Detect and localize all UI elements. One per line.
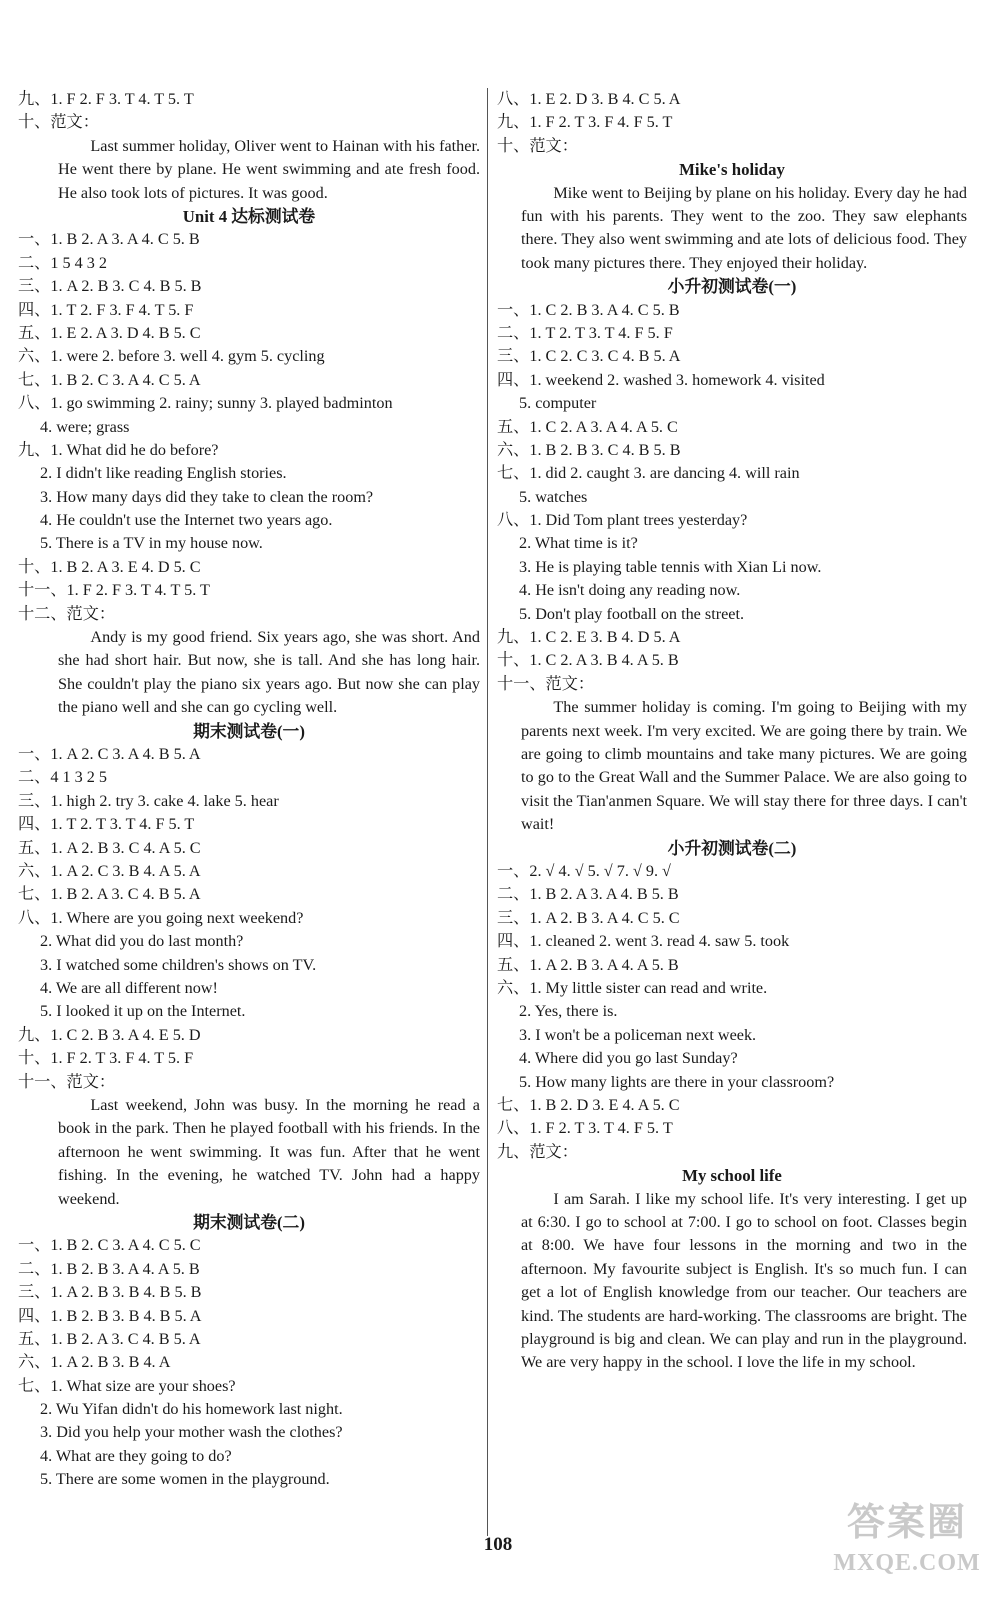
answer-line: 六、1. A 2. B 3. B 4. A bbox=[18, 1353, 171, 1372]
section-title: 小升初测试卷(二) bbox=[667, 838, 797, 858]
answer-line: 九、1. C 2. B 3. A 4. E 5. D bbox=[18, 1025, 201, 1044]
answer-line: 七、1. B 2. D 3. E 4. A 5. C bbox=[497, 1095, 680, 1114]
sample-essay: I am Sarah. I like my school life. It's very interesting. I get up at 6:30. I go to school at 7:00. I go to school on foot. Classes begin at 8:00. We have four lessons in the morning and two in the afternoon. My favourite subject is English. It's so much fun. I can get a lot of English knowledge from our teacher. Our teachers are kind. The students are hard-working. The classrooms are bright. The playground is big and clean. We can play and run in the playground. We are very happy in the school. I love the life in my school. bbox=[521, 1189, 967, 1372]
answer-line: 六、1. B 2. B 3. C 4. B 5. B bbox=[497, 440, 681, 459]
answer-line-continued: 4. were; grass bbox=[40, 417, 130, 436]
answer-line: 一、1. A 2. C 3. A 4. B 5. A bbox=[18, 745, 201, 764]
answer-line-continued: 4. He couldn't use the Internet two years ago. bbox=[40, 511, 333, 530]
answer-line: 三、1. high 2. try 3. cake 4. lake 5. hear bbox=[18, 791, 279, 810]
answer-line-continued: 4. What are they going to do? bbox=[40, 1446, 232, 1465]
answer-line-continued: 2. I didn't like reading English stories. bbox=[40, 464, 287, 483]
answer-line-continued: 5. Don't play football on the street. bbox=[519, 604, 744, 623]
answer-line-continued: 5. There is a TV in my house now. bbox=[40, 534, 263, 553]
answer-line-continued: 3. I watched some children's shows on TV. bbox=[40, 955, 317, 974]
answer-line-continued: 5. computer bbox=[519, 394, 597, 413]
answer-line: 七、1. B 2. A 3. C 4. B 5. A bbox=[18, 885, 201, 904]
answer-line: 八、1. go swimming 2. rainy; sunny 3. played badminton bbox=[18, 394, 393, 413]
answer-line: 一、1. B 2. C 3. A 4. C 5. C bbox=[18, 1236, 201, 1255]
answer-line: 九、1. What did he do before? bbox=[18, 440, 219, 459]
answer-line-continued: 5. There are some women in the playground. bbox=[40, 1470, 330, 1489]
answer-line: 三、1. C 2. C 3. C 4. B 5. A bbox=[497, 347, 681, 366]
answer-line-continued: 4. He isn't doing any reading now. bbox=[519, 581, 741, 600]
answer-line-continued: 2. What did you do last month? bbox=[40, 932, 244, 951]
answer-line: 五、1. E 2. A 3. D 4. B 5. C bbox=[18, 323, 201, 342]
section-title: Unit 4 达标测试卷 bbox=[182, 207, 316, 226]
answer-line: 十、1. F 2. T 3. F 4. T 5. F bbox=[18, 1049, 194, 1068]
answer-line: 十、1. C 2. A 3. B 4. A 5. B bbox=[497, 651, 679, 670]
answer-line: 六、1. were 2. before 3. well 4. gym 5. cycling bbox=[18, 347, 325, 366]
answer-line: 二、1 5 4 3 2 bbox=[18, 253, 108, 272]
answer-line: 五、1. A 2. B 3. A 4. A 5. B bbox=[497, 955, 679, 974]
watermark-logo bbox=[832, 1498, 982, 1590]
answer-line: 一、1. B 2. A 3. A 4. C 5. B bbox=[18, 230, 200, 249]
answer-line: 二、1. B 2. B 3. A 4. A 5. B bbox=[18, 1259, 200, 1278]
answer-line: 七、1. What size are your shoes? bbox=[18, 1376, 236, 1395]
answer-line: 十、范文： bbox=[497, 136, 578, 155]
answer-line-continued: 4. Where did you go last Sunday? bbox=[519, 1049, 738, 1068]
section-title: My school life bbox=[682, 1166, 782, 1186]
answer-line: 八、1. E 2. D 3. B 4. C 5. A bbox=[497, 90, 681, 108]
right-column bbox=[497, 88, 967, 1375]
page-number: 108 bbox=[483, 1534, 513, 1555]
answer-line: 四、1. B 2. B 3. B 4. B 5. A bbox=[18, 1306, 202, 1325]
sample-essay: Last weekend, John was busy. In the morning he read a book in the park. Then he played football with his friends. In the afternoon he went swimming. It was fun. After that he went fishing. In the evening, he watched TV. John had a happy weekend. bbox=[58, 1095, 480, 1208]
watermark-title: 答案圈 bbox=[846, 1502, 967, 1544]
answer-line: 十一、1. F 2. F 3. T 4. T 5. T bbox=[18, 581, 210, 600]
watermark-url: MXQE.COM bbox=[833, 1550, 981, 1576]
answer-line: 一、2. √ 4. √ 5. √ 7. √ 9. √ bbox=[497, 862, 671, 881]
answer-line-continued: 4. We are all different now! bbox=[40, 978, 218, 997]
answer-line: 七、1. did 2. caught 3. are dancing 4. will rain bbox=[497, 464, 800, 483]
answer-line: 三、1. A 2. B 3. B 4. B 5. B bbox=[18, 1283, 202, 1302]
answer-line: 七、1. B 2. C 3. A 4. C 5. A bbox=[18, 370, 201, 389]
answer-line-continued: 5. How many lights are there in your classroom? bbox=[519, 1072, 835, 1091]
answer-line: 十一、范文： bbox=[497, 674, 595, 693]
answer-line-continued: 2. Yes, there is. bbox=[519, 1002, 618, 1021]
answer-line: 十、1. B 2. A 3. E 4. D 5. C bbox=[18, 557, 201, 576]
answer-line: 十二、范文： bbox=[18, 604, 116, 623]
answer-line: 十一、范文： bbox=[18, 1072, 116, 1091]
answer-line: 五、1. A 2. B 3. C 4. A 5. C bbox=[18, 838, 201, 857]
answer-line-continued: 3. How many days did they take to clean the room? bbox=[40, 487, 374, 506]
sample-essay: Andy is my good friend. Six years ago, she was short. And she had short hair. But now, she is tall. And she has long hair. She couldn't play the piano six years ago. But now she can play the piano well and she can go cycling well. bbox=[58, 628, 480, 717]
answer-line: 三、1. A 2. B 3. C 4. B 5. B bbox=[18, 277, 202, 296]
section-title: 小升初测试卷(一) bbox=[667, 277, 797, 297]
answer-line: 六、1. A 2. C 3. B 4. A 5. A bbox=[18, 862, 201, 880]
answer-line: 九、1. C 2. E 3. B 4. D 5. A bbox=[497, 628, 681, 647]
answer-line: 九、1. F 2. F 3. T 4. T 5. T bbox=[18, 90, 194, 108]
answer-line: 九、范文： bbox=[497, 1142, 578, 1161]
answer-line: 八、1. F 2. T 3. T 4. F 5. T bbox=[497, 1119, 673, 1138]
section-title: Mike's holiday bbox=[679, 160, 785, 180]
answer-line: 五、1. C 2. A 3. A 4. A 5. C bbox=[497, 417, 678, 436]
sample-essay: The summer holiday is coming. I'm going to Beijing with my parents next week. I'm very excited. We are going there by train. We are going to climb mountains and take many pictures. We are going to go to the Great Wall and the Summer Palace. We are also going to visit the Tian'anmen Square. We will stay there for three days. I can't wait! bbox=[521, 698, 967, 834]
answer-line: 三、1. A 2. B 3. A 4. C 5. C bbox=[497, 908, 680, 927]
section-title: 期末测试卷(一) bbox=[193, 721, 305, 741]
answer-line: 一、1. C 2. B 3. A 4. C 5. B bbox=[497, 300, 680, 319]
section-title: 期末测试卷(二) bbox=[193, 1212, 305, 1232]
answer-line: 四、1. weekend 2. washed 3. homework 4. visited bbox=[497, 370, 825, 389]
answer-line: 十、范文： bbox=[18, 113, 99, 132]
answer-line: 五、1. B 2. A 3. C 4. B 5. A bbox=[18, 1329, 201, 1348]
answer-line-continued: 3. He is playing table tennis with Xian Li now. bbox=[519, 557, 822, 576]
answer-line: 四、1. T 2. F 3. F 4. T 5. F bbox=[18, 300, 194, 319]
left-column bbox=[18, 88, 480, 1492]
answer-line: 四、1. T 2. T 3. T 4. F 5. T bbox=[18, 815, 195, 834]
answer-line-continued: 3. I won't be a policeman next week. bbox=[519, 1025, 757, 1044]
answer-line-continued: 2. What time is it? bbox=[519, 534, 638, 553]
column-divider bbox=[487, 88, 488, 1536]
answer-line-continued: 5. I looked it up on the Internet. bbox=[40, 1002, 246, 1021]
answer-line: 八、1. Did Tom plant trees yesterday? bbox=[497, 511, 748, 530]
answer-line-continued: 2. Wu Yifan didn't do his homework last night. bbox=[40, 1400, 343, 1419]
answer-line-continued: 5. watches bbox=[519, 487, 588, 506]
answer-line: 二、1. B 2. A 3. A 4. B 5. B bbox=[497, 885, 679, 904]
answer-line: 六、1. My little sister can read and write. bbox=[497, 979, 768, 997]
answer-line: 二、1. T 2. T 3. T 4. F 5. F bbox=[497, 323, 673, 342]
answer-line: 二、4 1 3 2 5 bbox=[18, 768, 108, 787]
sample-essay: Mike went to Beijing by plane on his holiday. Every day he had fun with his parents. They went to the zoo. They saw elephants there. They also went swimming and ate lots of delicious food. They took many pictures there. They enjoyed their holiday. bbox=[521, 183, 967, 272]
answer-line: 四、1. cleaned 2. went 3. read 4. saw 5. took bbox=[497, 932, 790, 951]
answer-line: 九、1. F 2. T 3. F 4. F 5. T bbox=[497, 113, 673, 132]
sample-essay: Last summer holiday, Oliver went to Hainan with his father. He went there by plane. He went swimming and ate fresh food. He also took lots of pictures. It was good. bbox=[58, 136, 480, 202]
answer-line-continued: 3. Did you help your mother wash the clothes? bbox=[40, 1423, 343, 1442]
answer-line: 八、1. Where are you going next weekend? bbox=[18, 908, 304, 927]
